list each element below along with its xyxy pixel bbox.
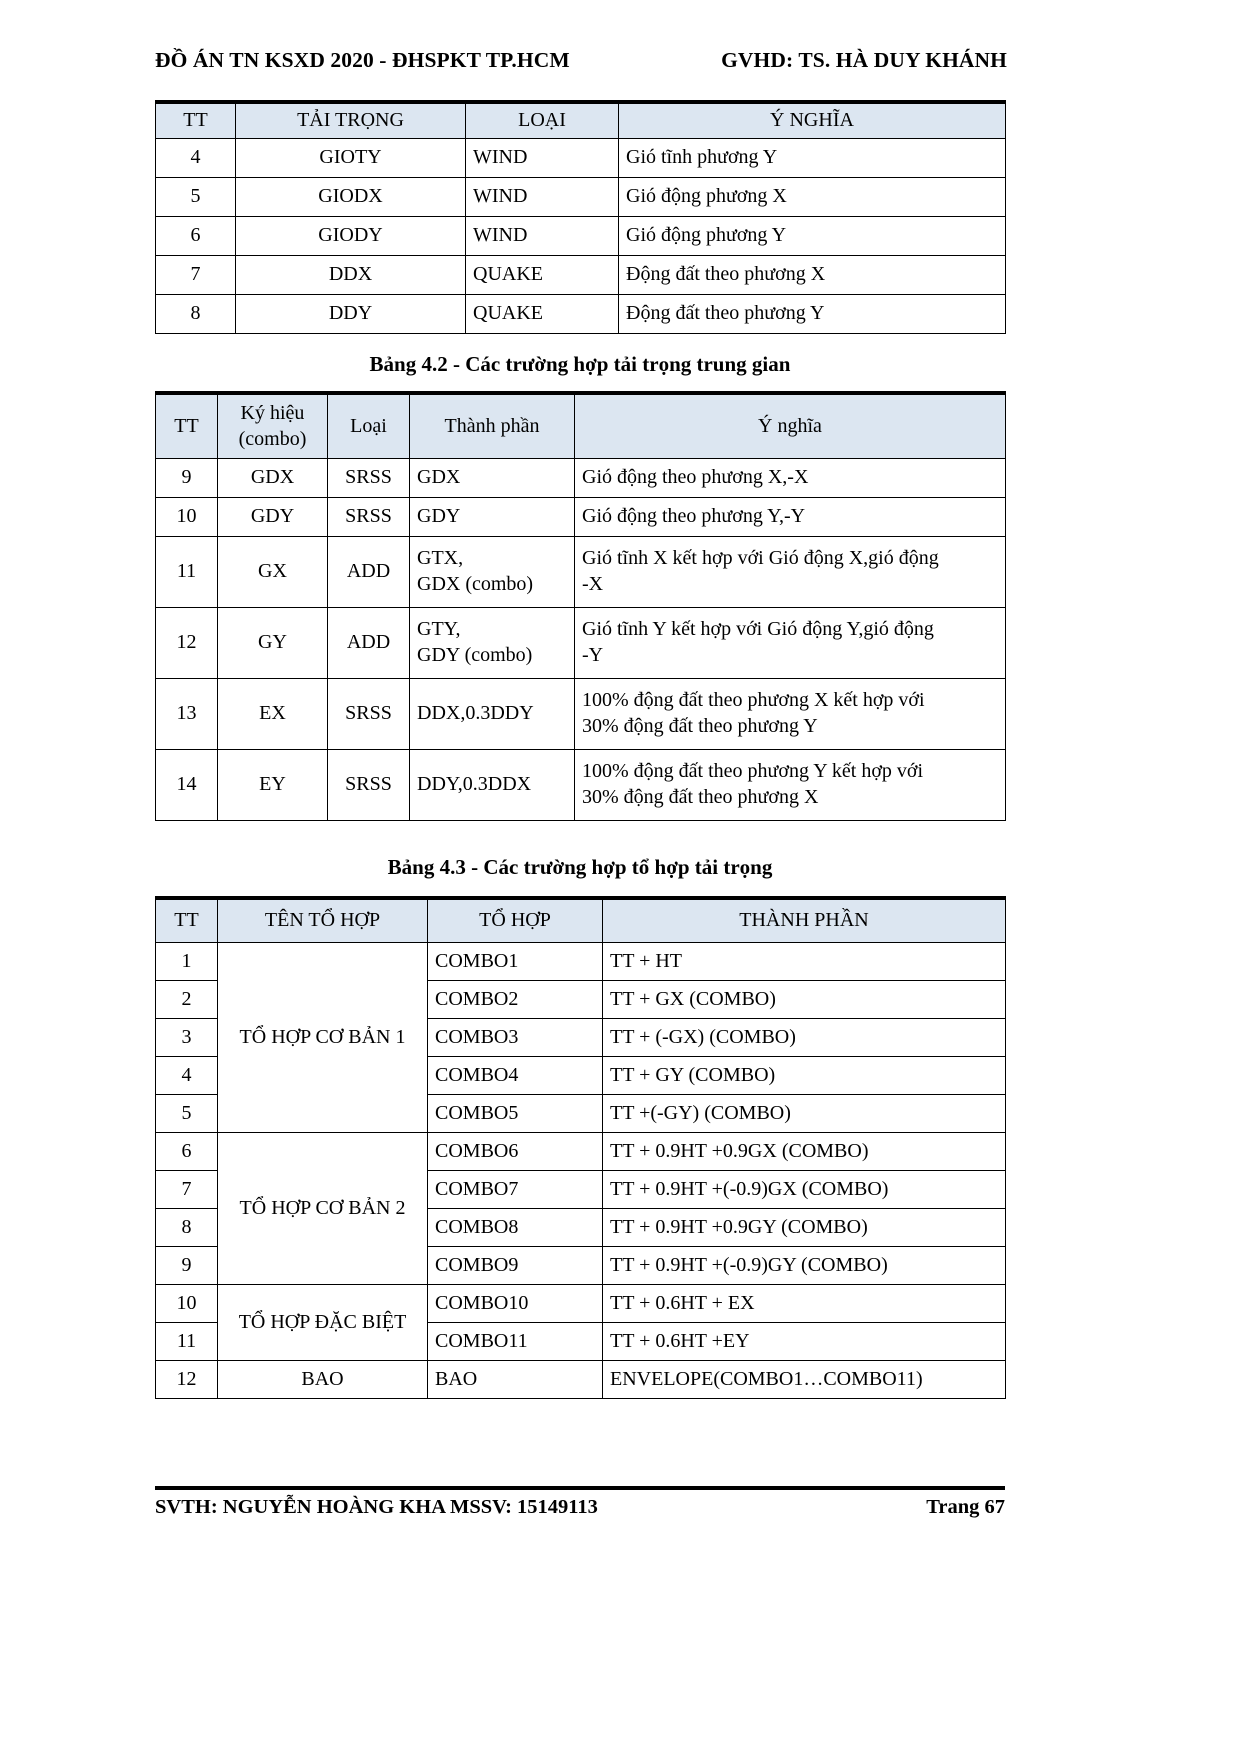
cell-y-nghia: Gió động phương Y: [619, 216, 1006, 255]
cell-to-hop: COMBO1: [428, 943, 603, 981]
cell-tt: 2: [156, 981, 218, 1019]
cell-tt: 8: [156, 1209, 218, 1247]
cell-group-name: TỔ HỢP CƠ BẢN 2: [218, 1133, 428, 1285]
cell-thanh-phan: [410, 750, 575, 821]
cell-to-hop: COMBO4: [428, 1057, 603, 1095]
cell-loai: SRSS: [328, 498, 410, 537]
column-header-ky-hieu: [218, 393, 328, 459]
cell-thanh-phan: TT +(-GY) (COMBO): [603, 1095, 1006, 1133]
table-row: [156, 216, 1006, 255]
cell-tt: 9: [156, 459, 218, 498]
page-header: [155, 48, 1015, 73]
cell-thanh-phan: TT + 0.9HT +(-0.9)GY (COMBO): [603, 1247, 1006, 1285]
cell-thanh-phan: ENVELOPE(COMBO1…COMBO11): [603, 1361, 1006, 1399]
cell-tai-trong: GIODY: [236, 216, 466, 255]
table-row: [156, 1285, 1006, 1323]
cell-thanh-phan: TT + 0.6HT +EY: [603, 1323, 1006, 1361]
cell-thanh-phan: TT + 0.9HT +(-0.9)GX (COMBO): [603, 1171, 1006, 1209]
cell-tt: 5: [156, 177, 236, 216]
column-header-ten-to-hop: TÊN TỔ HỢP: [218, 898, 428, 943]
column-header-tai-trong: TẢI TRỌNG: [236, 102, 466, 138]
page-footer: [155, 1496, 1005, 1519]
cell-tt: 6: [156, 216, 236, 255]
cell-to-hop: BAO: [428, 1361, 603, 1399]
cell-thanh-phan: TT + 0.9HT +0.9GX (COMBO): [603, 1133, 1006, 1171]
cell-thanh-phan: [410, 537, 575, 608]
cell-loai: WIND: [466, 216, 619, 255]
cell-thanh-phan: TT + HT: [603, 943, 1006, 981]
cell-thanh-phan-line1: DDX,0.3DDY: [417, 702, 534, 725]
cell-tt: 4: [156, 138, 236, 177]
column-header-thanh-phan: THÀNH PHẦN: [603, 898, 1006, 943]
cell-y-nghia: Động đất theo phương X: [619, 255, 1006, 294]
table-row: [156, 138, 1006, 177]
cell-tt: 7: [156, 255, 236, 294]
cell-ky-hieu: GDX: [218, 459, 328, 498]
column-header-ky-hieu-line1: Ký hiệu: [240, 401, 305, 424]
table-row: [156, 608, 1006, 679]
cell-y-nghia: [575, 679, 1006, 750]
cell-y-nghia: Động đất theo phương Y: [619, 294, 1006, 333]
cell-tt: 7: [156, 1171, 218, 1209]
cell-group-name: BAO: [218, 1361, 428, 1399]
cell-tt: 1: [156, 943, 218, 981]
header-right-text: GVHD: TS. HÀ DUY KHÁNH: [721, 48, 1007, 72]
cell-thanh-phan-line1: GTY,: [417, 618, 461, 641]
table-header-row: [156, 898, 1006, 943]
cell-tt: 14: [156, 750, 218, 821]
cell-y-nghia: [575, 498, 1006, 537]
table-row: [156, 459, 1006, 498]
cell-thanh-phan: [410, 679, 575, 750]
cell-y-nghia: [575, 459, 1006, 498]
cell-thanh-phan: [410, 498, 575, 537]
cell-thanh-phan: TT + GX (COMBO): [603, 981, 1006, 1019]
cell-tt: 13: [156, 679, 218, 750]
cell-tt: 10: [156, 1285, 218, 1323]
table-row: [156, 943, 1006, 981]
table-row: [156, 177, 1006, 216]
cell-loai: ADD: [328, 608, 410, 679]
cell-y-nghia-line1: Gió tĩnh Y kết hợp với Gió động Y,gió động: [582, 618, 934, 641]
table-row: [156, 1361, 1006, 1399]
cell-to-hop: COMBO10: [428, 1285, 603, 1323]
column-header-ky-hieu-line2: (combo): [238, 427, 307, 450]
cell-y-nghia: [575, 537, 1006, 608]
column-header-thanh-phan: Thành phần: [410, 393, 575, 459]
cell-to-hop: COMBO11: [428, 1323, 603, 1361]
table-load-combinations: [155, 896, 1006, 1399]
cell-to-hop: COMBO7: [428, 1171, 603, 1209]
cell-thanh-phan-line1: GDX: [417, 466, 461, 489]
cell-loai: QUAKE: [466, 255, 619, 294]
cell-y-nghia-line2: -Y: [582, 644, 604, 666]
cell-thanh-phan-line2: GDY (combo): [417, 644, 533, 666]
footer-divider: [155, 1486, 1005, 1490]
column-header-to-hop: TỔ HỢP: [428, 898, 603, 943]
cell-thanh-phan: [410, 608, 575, 679]
table-row: [156, 498, 1006, 537]
cell-thanh-phan: TT + GY (COMBO): [603, 1057, 1006, 1095]
cell-group-name: TỔ HỢP CƠ BẢN 1: [218, 943, 428, 1133]
column-header-loai: Loại: [328, 393, 410, 459]
cell-tai-trong: GIOTY: [236, 138, 466, 177]
cell-loai: WIND: [466, 177, 619, 216]
cell-group-name: TỔ HỢP ĐẶC BIỆT: [218, 1285, 428, 1361]
cell-to-hop: COMBO8: [428, 1209, 603, 1247]
cell-ky-hieu: EX: [218, 679, 328, 750]
cell-to-hop: COMBO6: [428, 1133, 603, 1171]
cell-y-nghia-line1: 100% động đất theo phương Y kết hợp với: [582, 760, 924, 783]
cell-tai-trong: DDY: [236, 294, 466, 333]
cell-y-nghia-line2: 30% động đất theo phương X: [582, 786, 819, 808]
cell-y-nghia: Gió tĩnh phương Y: [619, 138, 1006, 177]
cell-y-nghia: Gió động phương X: [619, 177, 1006, 216]
cell-tt: 12: [156, 608, 218, 679]
cell-loai: ADD: [328, 537, 410, 608]
footer-left-text: SVTH: NGUYỄN HOÀNG KHA MSSV: 15149113: [155, 1496, 598, 1518]
cell-y-nghia: [575, 750, 1006, 821]
table-row: [156, 750, 1006, 821]
cell-tt: 6: [156, 1133, 218, 1171]
table-row: [156, 537, 1006, 608]
table-row: [156, 294, 1006, 333]
cell-thanh-phan: TT + 0.9HT +0.9GY (COMBO): [603, 1209, 1006, 1247]
cell-loai: QUAKE: [466, 294, 619, 333]
table-row: [156, 679, 1006, 750]
cell-loai: SRSS: [328, 679, 410, 750]
cell-tt: 3: [156, 1019, 218, 1057]
cell-tt: 5: [156, 1095, 218, 1133]
cell-y-nghia-line1: Gió động theo phương X,-X: [582, 466, 809, 489]
cell-loai: WIND: [466, 138, 619, 177]
cell-y-nghia: [575, 608, 1006, 679]
header-left-text: ĐỒ ÁN TN KSXD 2020 - ĐHSPKT TP.HCM: [155, 48, 570, 72]
cell-to-hop: COMBO5: [428, 1095, 603, 1133]
cell-thanh-phan-line1: GTX,: [417, 547, 464, 570]
cell-to-hop: COMBO3: [428, 1019, 603, 1057]
column-header-y-nghia: Ý NGHĨA: [619, 102, 1006, 138]
cell-thanh-phan: [410, 459, 575, 498]
cell-tai-trong: DDX: [236, 255, 466, 294]
table-caption-4-2: Bảng 4.2 - Các trường hợp tải trọng trung gian: [369, 352, 791, 376]
cell-tt: 9: [156, 1247, 218, 1285]
cell-thanh-phan-line1: GDY: [417, 505, 461, 528]
cell-y-nghia-line1: Gió tĩnh X kết hợp với Gió động X,gió động: [582, 547, 939, 570]
table-header-row: [156, 102, 1006, 138]
table-caption-4-3: Bảng 4.3 - Các trường hợp tổ hợp tải trọng: [387, 855, 773, 879]
cell-tt: 11: [156, 1323, 218, 1361]
cell-thanh-phan: TT + (-GX) (COMBO): [603, 1019, 1006, 1057]
cell-tt: 12: [156, 1361, 218, 1399]
cell-thanh-phan-line1: DDY,0.3DDX: [417, 773, 532, 796]
cell-y-nghia-line2: -X: [582, 573, 604, 595]
cell-thanh-phan: TT + 0.6HT + EX: [603, 1285, 1006, 1323]
column-header-y-nghia: Ý nghĩa: [575, 393, 1006, 459]
cell-y-nghia-line1: Gió động theo phương Y,-Y: [582, 505, 806, 528]
cell-thanh-phan-line2: GDX (combo): [417, 573, 534, 595]
table-row: [156, 1133, 1006, 1171]
cell-ky-hieu: GX: [218, 537, 328, 608]
table-header-row: [156, 393, 1006, 459]
cell-loai: SRSS: [328, 459, 410, 498]
cell-tt: 4: [156, 1057, 218, 1095]
cell-tt: 10: [156, 498, 218, 537]
column-header-tt: TT: [156, 898, 218, 943]
table-row: [156, 255, 1006, 294]
cell-ky-hieu: GY: [218, 608, 328, 679]
column-header-tt: TT: [156, 102, 236, 138]
cell-y-nghia-line1: 100% động đất theo phương X kết hợp với: [582, 689, 925, 712]
table-load-cases: [155, 100, 1006, 334]
cell-to-hop: COMBO2: [428, 981, 603, 1019]
cell-tai-trong: GIODX: [236, 177, 466, 216]
cell-y-nghia-line2: 30% động đất theo phương Y: [582, 715, 818, 737]
column-header-loai: LOẠI: [466, 102, 619, 138]
cell-to-hop: COMBO9: [428, 1247, 603, 1285]
cell-tt: 11: [156, 537, 218, 608]
cell-loai: SRSS: [328, 750, 410, 821]
table-intermediate-load-cases: [155, 391, 1006, 821]
cell-ky-hieu: EY: [218, 750, 328, 821]
cell-tt: 8: [156, 294, 236, 333]
cell-ky-hieu: GDY: [218, 498, 328, 537]
footer-page-number: Trang 67: [926, 1496, 1005, 1518]
column-header-tt: TT: [156, 393, 218, 459]
